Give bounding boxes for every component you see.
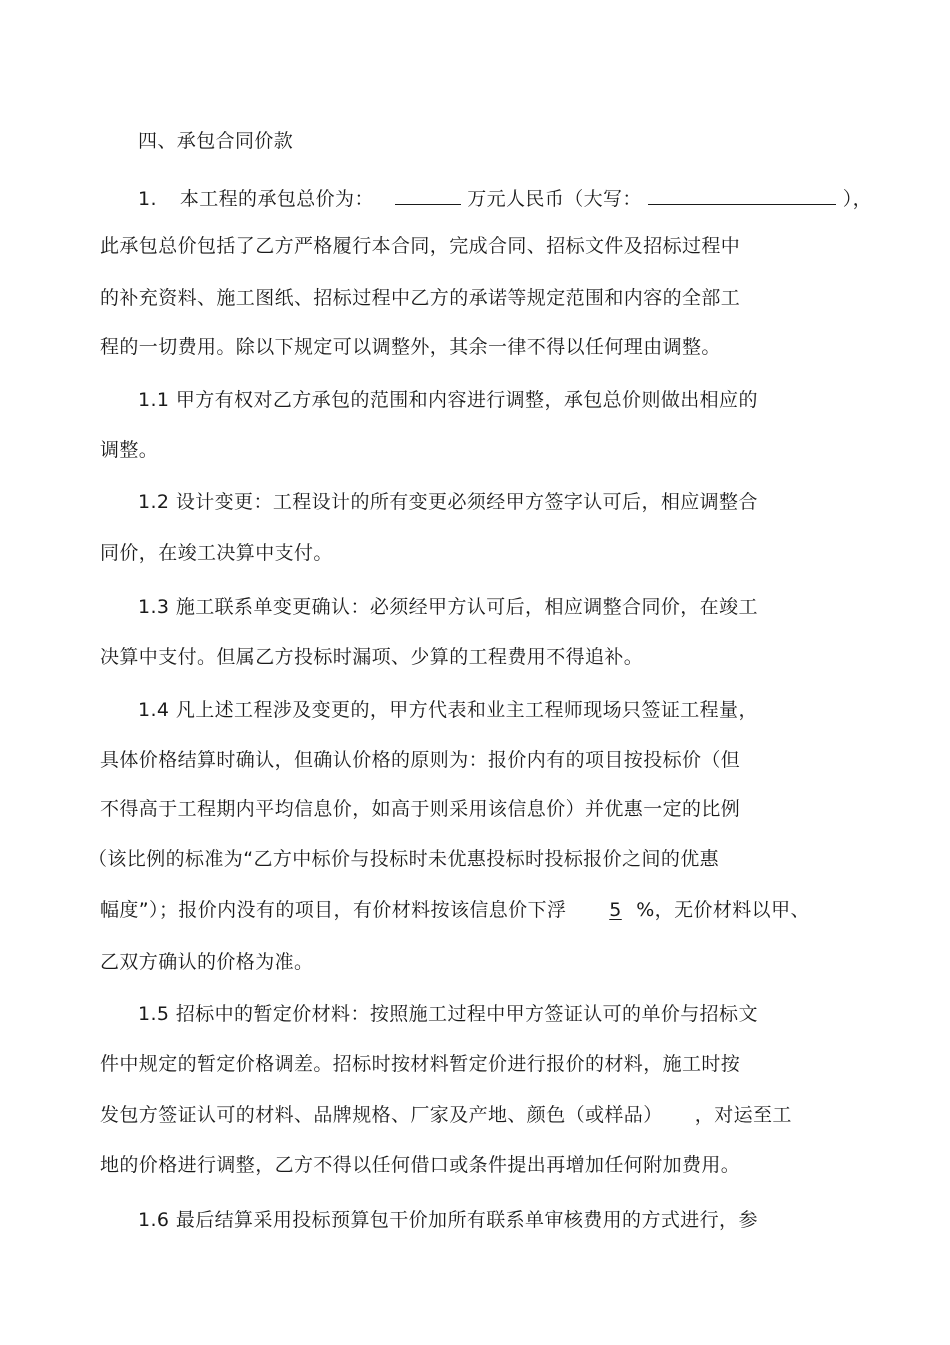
clause-1-2-line-1: 1.2 设计变更：工程设计的所有变更必须经甲方签字认可后，相应调整合 — [138, 491, 758, 513]
clause-1-4-line-3: 不得高于工程期内平均信息价，如高于则采用该信息价）并优惠一定的比例 — [100, 798, 741, 820]
clause-1-1-line-2: 调整。 — [100, 439, 159, 461]
total-price-blank[interactable] — [395, 186, 461, 205]
discount-percent-value: 5 — [609, 899, 622, 921]
clause-1-5-line-2: 件中规定的暂定价格调差。招标时按材料暂定价进行报价的材料，施工时按 — [100, 1053, 741, 1075]
clause-1-4-line-5-post: %，无价材料以甲、 — [636, 899, 810, 921]
clause-1-line-4: 程的一切费用。除以下规定可以调整外，其余一律不得以任何理由调整。 — [100, 336, 721, 358]
clause-1-4-line-2: 具体价格结算时确认，但确认价格的原则为：报价内有的项目按投标价（但 — [100, 749, 741, 771]
clause-1-4-line-1: 1.4 凡上述工程涉及变更的，甲方代表和业主工程师现场只签证工程量， — [138, 699, 758, 721]
price-in-words-blank[interactable] — [648, 186, 836, 205]
section-heading: 四、承包合同价款 — [138, 130, 294, 152]
clause-1-5-line-1: 1.5 招标中的暂定价材料：按照施工过程中甲方签证认可的单价与招标文 — [138, 1003, 758, 1025]
clause-1-line-3: 的补充资料、施工图纸、招标过程中乙方的承诺等规定范围和内容的全部工 — [100, 287, 741, 309]
clause-1-2-line-2: 同价，在竣工决算中支付。 — [100, 542, 333, 564]
clause-1-4-line-5-pre: 幅度”）；报价内没有的项目，有价材料按该信息价下浮 — [100, 899, 567, 921]
clause-1-line-2: 此承包总价包括了乙方严格履行本合同，完成合同、招标文件及招标过程中 — [100, 235, 741, 257]
clause-1-number: 1. — [138, 188, 157, 210]
clause-1-unit: 万元人民币（大写： — [467, 188, 642, 210]
clause-1-first-line — [138, 186, 872, 211]
clause-1-3-line-2: 决算中支付。但属乙方投标时漏项、少算的工程费用不得追补。 — [100, 646, 644, 668]
clause-1-4-line-6: 乙双方确认的价格为准。 — [100, 951, 314, 973]
clause-1-lead: 本工程的承包总价为： — [179, 188, 374, 210]
clause-1-close: ）， — [842, 188, 873, 210]
clause-1-6-line-1: 1.6 最后结算采用投标预算包干价加所有联系单审核费用的方式进行，参 — [138, 1209, 758, 1231]
clause-1-4-line-4: （该比例的标准为“乙方中标价与投标时未优惠投标时投标报价之间的优惠 — [88, 848, 720, 870]
clause-1-5-line-3: 发包方签证认可的材料、品牌规格、厂家及产地、颜色（或样品） ，对运至工 — [100, 1104, 792, 1126]
clause-1-4-line-5 — [100, 898, 810, 922]
clause-1-1-line-1: 1.1 甲方有权对乙方承包的范围和内容进行调整，承包总价则做出相应的 — [138, 389, 758, 411]
clause-1-3-line-1: 1.3 施工联系单变更确认：必须经甲方认可后，相应调整合同价，在竣工 — [138, 596, 758, 618]
clause-1-5-line-4: 地的价格进行调整，乙方不得以任何借口或条件提出再增加任何附加费用。 — [100, 1154, 741, 1176]
